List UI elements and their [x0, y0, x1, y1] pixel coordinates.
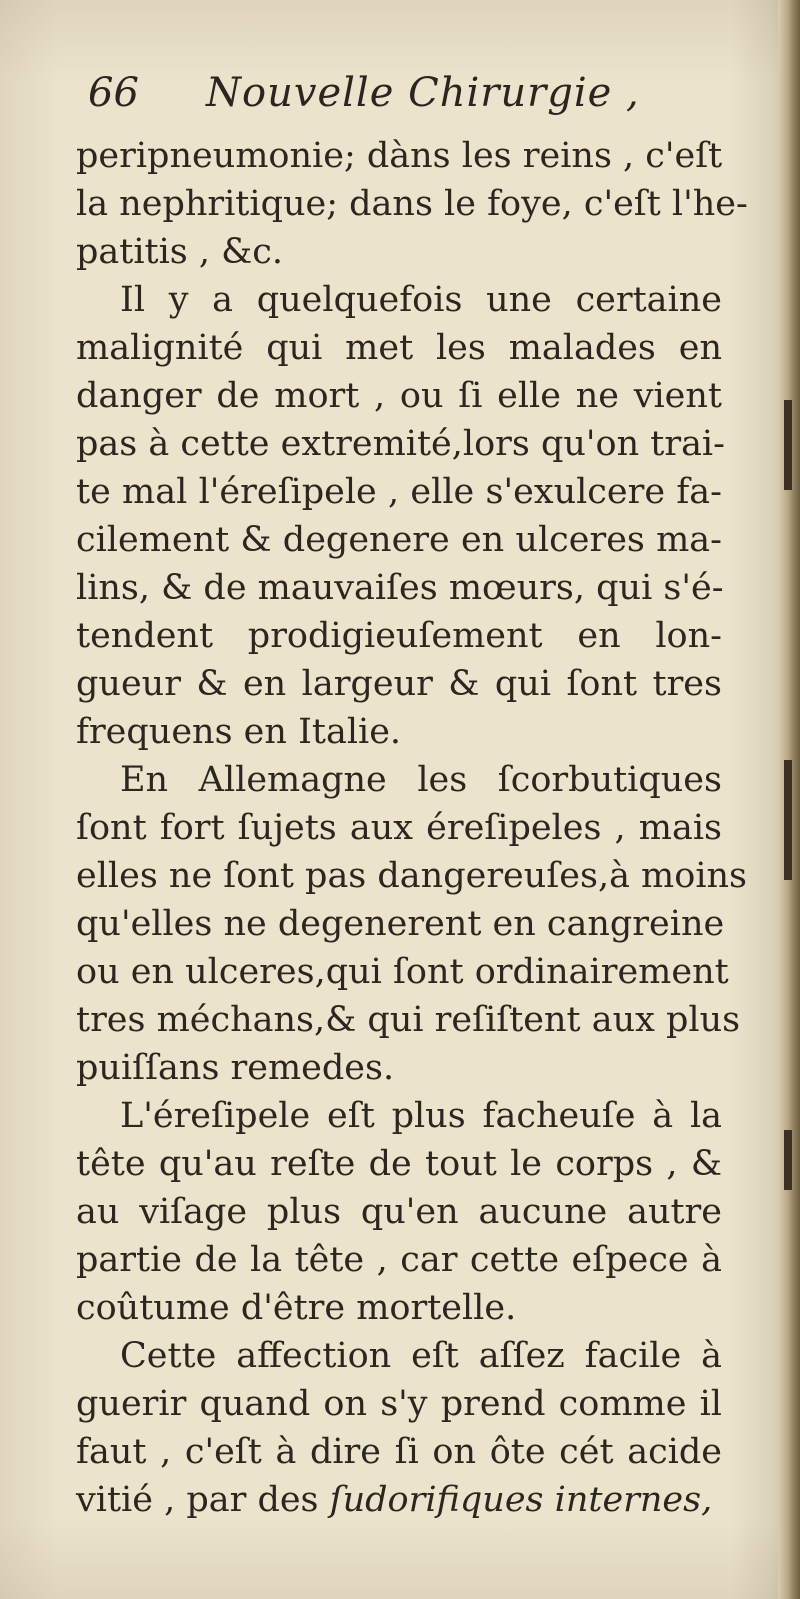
text-line: patitis , &c.: [76, 232, 284, 272]
text-line: coûtume d'être mortelle.: [76, 1288, 517, 1328]
text-line: gueur & en largeur & qui ſont tres: [76, 664, 722, 704]
text-line: L'éreſipele eſt plus facheuſe à la: [120, 1096, 722, 1136]
text-line: Cette affection eſt aſſez facile à: [120, 1336, 722, 1376]
body-text: [76, 132, 748, 1524]
text-line: tête qu'au reſte de tout le corps , &: [76, 1144, 722, 1184]
text-line: puiſſans remedes.: [76, 1048, 395, 1088]
text-line: qu'elles ne degenerent en cangreine: [76, 904, 725, 944]
text-line: tendent prodigieuſement en lon-: [76, 616, 722, 656]
text-line: ſont fort ſujets aux éreſipeles , mais: [76, 808, 722, 848]
text-line: pas à cette extremité,lors qu'on trai-: [76, 424, 725, 464]
page-number: 66: [88, 70, 139, 116]
binding-mark: [784, 400, 792, 490]
text-line: Il y a quelquefois une certaine: [120, 280, 722, 320]
text-line: te mal l'éreſipele , elle s'exulcere fa-: [76, 472, 722, 512]
final-line-roman: vitié , par des: [76, 1480, 330, 1520]
text-line: cilement & degenere en ulceres ma-: [76, 520, 722, 560]
text-line: tres méchans,& qui reſiſtent aux plus: [76, 1000, 741, 1040]
running-head: [88, 70, 728, 134]
text-line: au viſage plus qu'en aucune autre: [76, 1192, 722, 1232]
binding-mark: [784, 760, 792, 880]
text-line: partie de la tête , car cette eſpece à: [76, 1240, 722, 1280]
text-line: faut , c'eſt à dire ſi on ôte cét acide: [76, 1432, 722, 1472]
binding-mark: [784, 1130, 792, 1190]
text-line: frequens en Italie.: [76, 712, 402, 752]
text-line: elles ne ſont pas dangereuſes,à moins: [76, 856, 748, 896]
text-line: malignité qui met les malades en: [76, 328, 722, 368]
text-line: lins, & de mauvaiſes mœurs, qui s'é-: [76, 568, 724, 608]
text-line: En Allemagne les ſcorbutiques: [120, 760, 722, 800]
page-edge-shadow: [778, 0, 800, 1599]
text-line: guerir quand on s'y prend comme il: [76, 1384, 722, 1424]
text-line: peripneumonie; dàns les reins , c'eſt: [76, 136, 723, 176]
final-line-italic: ſudorifiques internes,: [329, 1480, 713, 1520]
text-line: danger de mort , ou ſi elle ne vient: [76, 376, 722, 416]
running-title: Nouvelle Chirurgie ,: [206, 70, 640, 116]
text-line: ou en ulceres,qui ſont ordinairement: [76, 952, 729, 992]
text-line: la nephritique; dans le foye, c'eſt l'he-: [76, 184, 748, 224]
final-line: [76, 1476, 722, 1524]
